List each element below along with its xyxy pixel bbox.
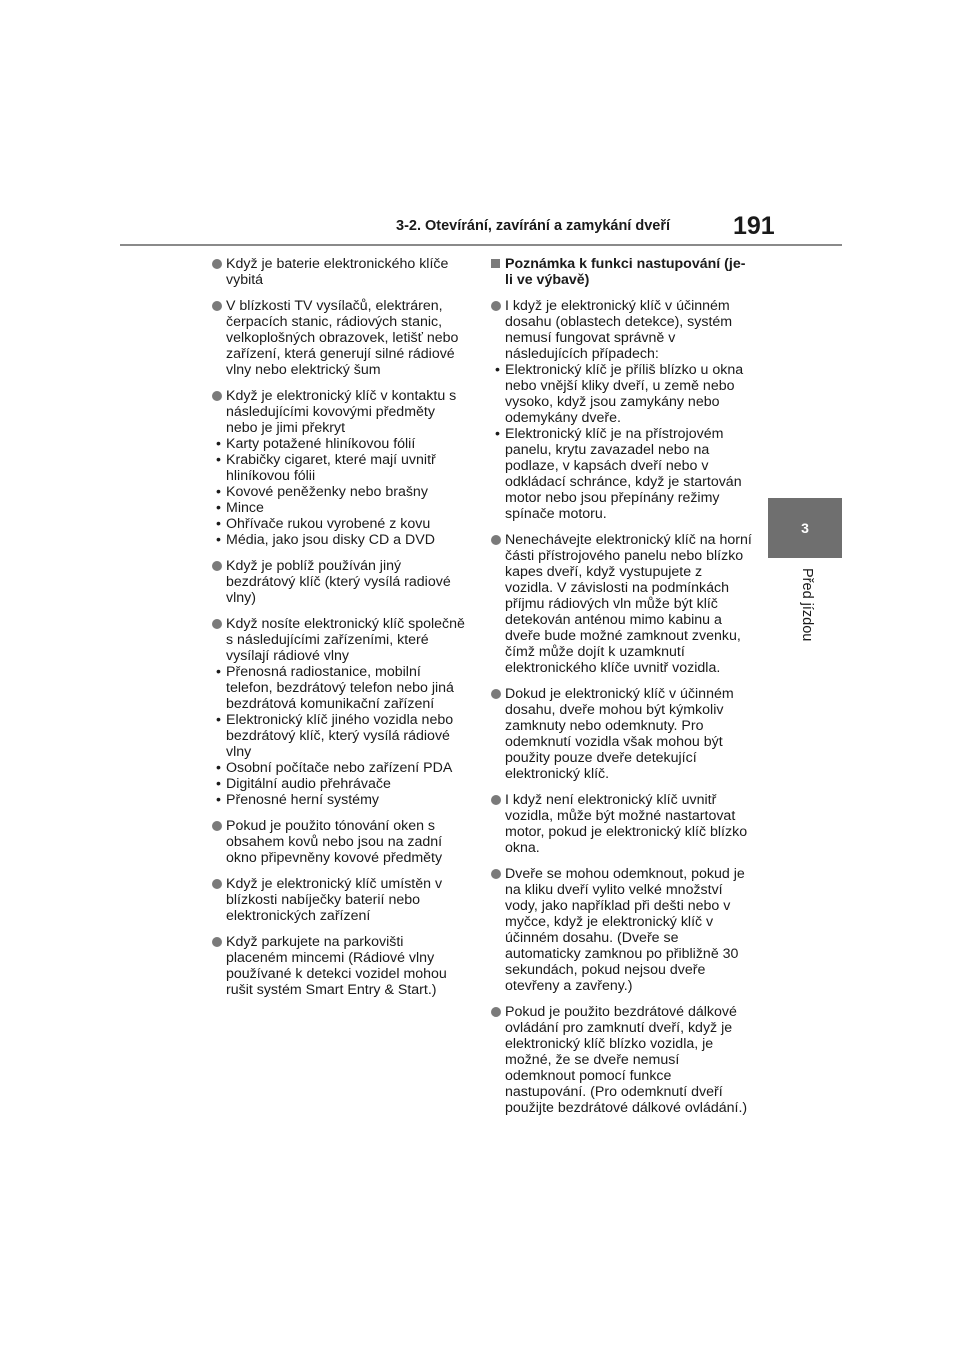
circle-bullet-icon bbox=[212, 821, 222, 831]
bullet-paragraph bbox=[212, 558, 468, 606]
sub-item-text: Přenosná radiostanice, mobilní telefon, bezdrátový telefon nebo jiná bezdrátová komunikační zařízení bbox=[226, 664, 454, 712]
sub-list-item bbox=[212, 776, 468, 792]
chapter-number: 3 bbox=[801, 520, 809, 536]
bullet-text: Když je baterie elektronického klíče vybitá bbox=[226, 256, 449, 288]
bullet-paragraph bbox=[212, 388, 468, 436]
circle-bullet-icon bbox=[212, 259, 222, 269]
right-entries bbox=[491, 298, 753, 1116]
circle-bullet-icon bbox=[491, 689, 501, 699]
sub-item-text: Ohřívače rukou vyrobené z kovu bbox=[226, 516, 431, 532]
bullet-text: Když je elektronický klíč v kontaktu s následujícími kovovými předměty nebo je jimi překryt bbox=[226, 388, 457, 436]
sub-list-item bbox=[212, 760, 468, 776]
sub-list-item bbox=[212, 500, 468, 516]
bullet-paragraph bbox=[491, 1004, 753, 1116]
section-title: 3-2. Otevírání, zavírání a zamykání dveří bbox=[396, 218, 671, 234]
bullet-text: I když není elektronický klíč uvnitř vozidla, může být možné nastartovat motor, pokud je elektronický klíč blízko okna. bbox=[505, 792, 748, 856]
sub-bullet-icon: • bbox=[216, 792, 221, 808]
sub-bullet-icon: • bbox=[216, 760, 221, 776]
list-item bbox=[491, 866, 753, 994]
circle-bullet-icon bbox=[491, 795, 501, 805]
note-heading bbox=[491, 256, 753, 288]
list-item bbox=[491, 1004, 753, 1116]
page-number: 191 bbox=[733, 212, 775, 240]
sub-bullet-icon: • bbox=[495, 362, 500, 378]
sub-item-text: Elektronický klíč je na přístrojovém panelu, krytu zavazadel nebo na podlaze, v kapsách dveří nebo v odkládací schránce, když je startován motor nebo jsou přepínány režimy spínače motoru. bbox=[505, 426, 742, 522]
list-item bbox=[212, 256, 468, 288]
bullet-paragraph bbox=[212, 298, 468, 378]
list-item bbox=[491, 686, 753, 782]
chapter-label-container bbox=[778, 568, 832, 688]
bullet-paragraph bbox=[212, 818, 468, 866]
sub-item-text: Elektronický klíč jiného vozidla nebo bezdrátový klíč, který vysílá rádiové vlny bbox=[226, 712, 454, 760]
circle-bullet-icon bbox=[491, 535, 501, 545]
bullet-text: Když je elektronický klíč umístěn v blízkosti nabíječky baterií nebo elektronických zařízení bbox=[226, 876, 443, 924]
bullet-text: Nenechávejte elektronický klíč na horní části přístrojového panelu nebo blízko kapes dveří, když vystupujete z vozidla. V závislosti na podmínkách příjmu rádiových vln může být klíč detekován anténou mimo kabinu a dveře bude možné zamknout zvenku, čímž může dojít k uzamknutí elektronického klíče uvnitř vozidla. bbox=[505, 532, 752, 676]
right-column bbox=[491, 256, 753, 1126]
bullet-text: Pokud je použito bezdrátové dálkové ovládání pro zamknutí dveří, když je elektronický klíč blízko vozidla, je možné, že se dveře nemusí odemknout pomocí funkce nastupování. (Pro odemknutí dveří použijte bezdrátové dálkové ovládání.) bbox=[505, 1004, 748, 1116]
bullet-text: Když nosíte elektronický klíč společně s následujícími zařízeními, které vysílají rádiové vlny bbox=[226, 616, 465, 664]
list-item bbox=[491, 532, 753, 676]
sub-item-text: Kovové peněženky nebo brašny bbox=[226, 484, 428, 500]
circle-bullet-icon bbox=[491, 301, 501, 311]
list-item bbox=[491, 792, 753, 856]
bullet-paragraph bbox=[491, 866, 753, 994]
circle-bullet-icon bbox=[212, 937, 222, 947]
circle-bullet-icon bbox=[212, 391, 222, 401]
bullet-text: Dveře se mohou odemknout, pokud je na kliku dveří vylito velké množství vody, jako například při dešti nebo v myčce, když je elektronický klíč v účinném dosahu. (Dveře se automaticky zamknou po přibližně 30 sekundách, pokud nejsou dveře otevřeny a zavřeny.) bbox=[505, 866, 745, 994]
sub-item-text: Karty potažené hliníkovou fólií bbox=[226, 436, 416, 452]
left-column bbox=[212, 256, 468, 1008]
sub-list-item bbox=[212, 792, 468, 808]
note-heading-text: Poznámka k funkci nastupování (je-li ve výbavě) bbox=[505, 256, 746, 288]
sub-item-text: Krabičky cigaret, které mají uvnitř hliníkovou fólii bbox=[226, 452, 436, 484]
sub-item-text: Elektronický klíč je příliš blízko u okna nebo vnější kliky dveří, u země nebo vysoko, když jsou zamykány nebo odemykány dveře. bbox=[505, 362, 744, 426]
sub-bullet-icon: • bbox=[216, 500, 221, 516]
sub-bullet-icon: • bbox=[216, 452, 221, 468]
bullet-paragraph bbox=[491, 298, 753, 362]
bullet-text: I když je elektronický klíč v účinném dosahu (oblastech detekce), systém nemusí fungovat správně v následujících případech: bbox=[505, 298, 733, 362]
list-item bbox=[212, 558, 468, 606]
bullet-paragraph bbox=[212, 876, 468, 924]
sub-bullet-icon: • bbox=[216, 516, 221, 532]
sub-bullet-icon: • bbox=[495, 426, 500, 442]
list-item bbox=[212, 876, 468, 924]
bullet-text: Když parkujete na parkovišti placeném mincemi (Rádiové vlny používané k detekci vozidel mohou rušit systém Smart Entry & Start.) bbox=[226, 934, 447, 998]
sub-list-item bbox=[212, 712, 468, 760]
sub-bullet-icon: • bbox=[216, 664, 221, 680]
sub-bullet-icon: • bbox=[216, 776, 221, 792]
sub-list-item bbox=[212, 452, 468, 484]
bullet-paragraph bbox=[491, 686, 753, 782]
sub-item-text: Média, jako jsou disky CD a DVD bbox=[226, 532, 435, 548]
sub-list-item bbox=[212, 532, 468, 548]
bullet-text: Když je poblíž používán jiný bezdrátový klíč (který vysílá radiové vlny) bbox=[226, 558, 451, 606]
bullet-paragraph bbox=[491, 792, 753, 856]
list-item bbox=[212, 298, 468, 378]
sub-list-item bbox=[212, 484, 468, 500]
bullet-text: V blízkosti TV vysílačů, elektráren, čerpacích stanic, rádiových stanic, velkoplošných obrazovek, letišť nebo zařízení, která generují silné rádiové vlny nebo elektrický šum bbox=[226, 298, 459, 378]
list-item bbox=[212, 934, 468, 998]
sub-item-text: Přenosné herní systémy bbox=[226, 792, 379, 808]
bullet-paragraph bbox=[212, 934, 468, 998]
sub-bullet-icon: • bbox=[216, 436, 221, 452]
bullet-paragraph bbox=[212, 256, 468, 288]
sub-list-item bbox=[212, 436, 468, 452]
sub-item-text: Digitální audio přehrávače bbox=[226, 776, 391, 792]
bullet-paragraph bbox=[491, 532, 753, 676]
circle-bullet-icon bbox=[491, 1007, 501, 1017]
bullet-text: Pokud je použito tónování oken s obsahem kovů nebo jsou na zadní okno připevněny kovové předměty bbox=[226, 818, 443, 866]
circle-bullet-icon bbox=[212, 561, 222, 571]
sub-bullet-icon: • bbox=[216, 532, 221, 548]
list-item bbox=[212, 616, 468, 808]
bullet-text: Dokud je elektronický klíč v účinném dosahu, dveře mohou být kýmkoliv zamknuty nebo odemknuty. Pro odemknutí vozidla však mohou být použity pouze dveře detekující elektronický klíč. bbox=[505, 686, 734, 782]
bullet-paragraph bbox=[212, 616, 468, 664]
circle-bullet-icon bbox=[212, 619, 222, 629]
sub-list-item bbox=[212, 516, 468, 532]
sub-list-item bbox=[212, 664, 468, 712]
chapter-tab bbox=[768, 498, 842, 558]
sub-list-item bbox=[491, 362, 753, 426]
circle-bullet-icon bbox=[212, 879, 222, 889]
chapter-label: Před jízdou bbox=[799, 568, 815, 642]
list-item bbox=[212, 388, 468, 548]
sub-bullet-icon: • bbox=[216, 712, 221, 728]
sub-list-item bbox=[491, 426, 753, 522]
square-bullet-icon bbox=[491, 259, 500, 268]
circle-bullet-icon bbox=[212, 301, 222, 311]
circle-bullet-icon bbox=[491, 869, 501, 879]
list-item bbox=[212, 818, 468, 866]
sub-item-text: Mince bbox=[226, 500, 264, 516]
list-item bbox=[491, 298, 753, 522]
header-divider bbox=[120, 244, 842, 246]
sub-item-text: Osobní počítače nebo zařízení PDA bbox=[226, 760, 453, 776]
sub-bullet-icon: • bbox=[216, 484, 221, 500]
